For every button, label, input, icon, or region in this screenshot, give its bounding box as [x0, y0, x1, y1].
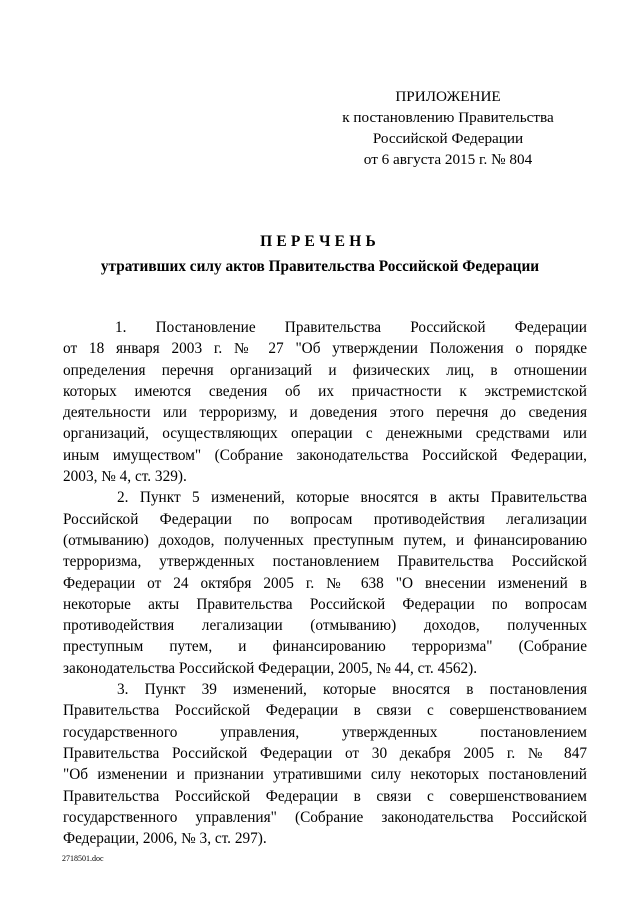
file-name-footer: 2718501.doc: [62, 854, 104, 863]
list-item-2: [63, 487, 587, 679]
text-line: деятельности или терроризму, и доведения этого перечня до сведения: [63, 404, 587, 422]
text-line: Правительства Российской Федерации в связи с совершенствованием: [63, 702, 587, 720]
appendix-decree-ref: к постановлению Правительства: [342, 109, 554, 126]
text-line: 1. Постановление Правительства Российской Федерации: [115, 319, 587, 336]
appendix-header: [330, 86, 566, 170]
text-line: которых имеются сведения об их причастности к экстремистской: [63, 382, 587, 400]
document-subtitle: утративших силу актов Правительства Российской Федерации: [100, 258, 540, 275]
text-line: 3. Пункт 39 изменений, которые вносятся в постановления: [117, 681, 587, 699]
text-line: 2. Пункт 5 изменений, которые вносятся в акты Правительства: [117, 489, 587, 507]
text-line: от 18 января 2003 г. № 27 "Об утверждении Положения о порядке: [63, 340, 587, 358]
text-line: государственного управления, утвержденных постановлением: [63, 723, 587, 741]
text-line: Федерации, 2006, № 3, ст. 297).: [63, 830, 267, 848]
text-line: преступным путем, и финансированию терроризма" (Собрание: [63, 638, 587, 656]
appendix-government: Российской Федерации: [372, 130, 524, 147]
text-line: некоторые акты Правительства Российской Федерации по вопросам: [63, 595, 587, 613]
text-line: иным имуществом" (Собрание законодательства Российской Федерации,: [63, 446, 587, 464]
text-line: законодательства Российской Федерации, 2005, № 44, ст. 4562).: [63, 659, 478, 677]
text-line: противодействия легализации (отмыванию) доходов, полученных: [63, 617, 587, 635]
text-line: государственного управления" (Собрание законодательства Российской: [63, 808, 587, 826]
text-line: (отмыванию) доходов, полученных преступным путем, и финансированию: [63, 531, 587, 549]
appendix-date-number: от 6 августа 2015 г. № 804: [363, 151, 533, 168]
document-title: ПЕРЕЧЕНЬ: [260, 233, 380, 250]
list-item-3: [63, 679, 587, 849]
text-line: организаций, осуществляющих операции с денежными средствами или: [63, 425, 587, 443]
list-item-1: [63, 317, 587, 487]
text-line: терроризма, утвержденных постановлением Правительства Российской: [63, 553, 587, 571]
text-line: Федерации от 24 октября 2005 г. № 638 "О внесении изменений в: [63, 574, 587, 592]
text-line: определения перечня организаций и физических лиц, в отношении: [63, 361, 587, 379]
text-line: 2003, № 4, ст. 329).: [63, 468, 187, 486]
text-line: Правительства Российской Федерации от 30 декабря 2005 г. № 847: [63, 744, 587, 762]
text-line: Правительства Российской Федерации в связи с совершенствованием: [63, 787, 587, 805]
text-line: Российской Федерации по вопросам противодействия легализации: [63, 510, 587, 528]
appendix-label: ПРИЛОЖЕНИЕ: [395, 88, 501, 105]
text-line: "Об изменении и признании утратившими силу некоторых постановлений: [63, 766, 587, 784]
document-body: [63, 317, 587, 849]
